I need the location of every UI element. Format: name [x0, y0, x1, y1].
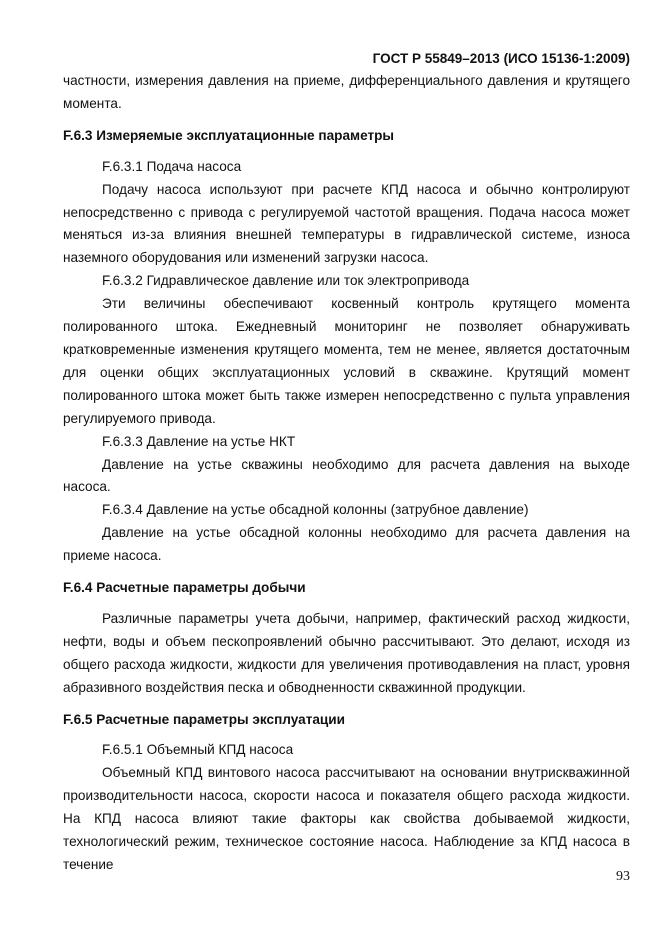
paragraph: Давление на устье обсадной колонны необходимо для расчета давления на приеме насоса. [63, 525, 630, 564]
subsection-heading: F.6.5.1 Объемный КПД насоса [102, 742, 294, 758]
subsection-heading: F.6.3.2 Гидравлическое давление или ток электропривода [102, 273, 470, 289]
paragraph: Подачу насоса используют при расчете КПД насоса и обычно контролируют непосредственно с привода с регулируемой частотой вращения. Подача насоса может меняться из-за влияния внешней температуры в гидравлической системе, износа наземного оборудования или изменений загрузки насоса. [63, 181, 630, 266]
subsection-heading: F.6.3.3 Давление на устье НКТ [102, 433, 296, 449]
paragraph: Эти величины обеспечивают косвенный контроль крутящего момента полированного штока. Ежедневный мониторинг не позволяет обнаруживать кратковременные изменения крутящего момента, тем не менее, является достаточным для оценки общих эксплуатационных условий в скважине. Крутящий момент полированного штока может быть также измерен непосредственно с пульта управления регулируемого привода. [63, 296, 630, 426]
subsection-heading: F.6.3.4 Давление на устье обсадной колонны (затрубное давление) [102, 502, 529, 518]
paragraph: Различные параметры учета добычи, например, фактический расход жидкости, нефти, воды и объем пескопроявлений обычно рассчитывают. Это делают, исходя из общего расхода жидкости, жидкости для увеличения противодавления на пласт, уровня абразивного воздействия песка и обводненности скважинной продукции. [63, 610, 630, 695]
document-header: ГОСТ Р 55849–2013 (ИСО 15136-1:2009) [372, 51, 630, 66]
section-heading: F.6.3 Измеряемые эксплуатационные параметры [63, 127, 395, 143]
paragraph: частности, измерения давления на приеме, дифференциального давления и крутящего момента. [63, 73, 630, 111]
subsection-heading: F.6.3.1 Подача насоса [102, 158, 242, 174]
document-body [63, 70, 630, 877]
page-number: 93 [616, 869, 630, 884]
section-heading: F.6.4 Расчетные параметры добычи [63, 580, 306, 596]
paragraph: Давление на устье скважины необходимо для расчета давления на выходе насоса. [63, 456, 630, 495]
paragraph: Объемный КПД винтового насоса рассчитывают на основании внутрискважинной производительности насоса, скорости насоса и показателя общего расхода жидкости. На КПД насоса влияют такие факторы как свойства добываемой жидкости, технологический режим, техническое состояние насоса. Наблюдение за КПД насоса в течение [63, 765, 630, 872]
section-heading: F.6.5 Расчетные параметры эксплуатации [63, 711, 345, 727]
